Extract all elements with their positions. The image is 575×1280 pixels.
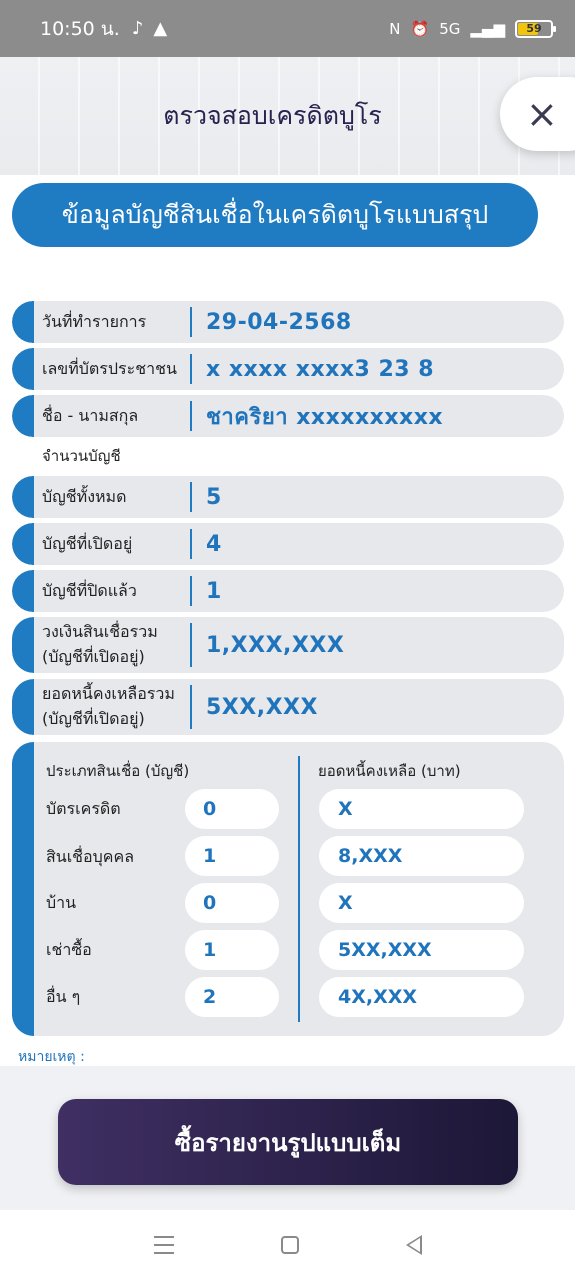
nfc-icon: N	[389, 19, 401, 38]
loan-type-count: 1	[185, 930, 279, 970]
info-row-total-accounts	[12, 476, 564, 518]
info-row-open-accounts	[12, 523, 564, 565]
loan-type-amount: 5XX,XXX	[319, 930, 524, 970]
loan-type-count: 2	[185, 977, 279, 1017]
outstanding-header: ยอดหนี้คงเหลือ (บาท)	[318, 762, 461, 780]
status-time: 10:50 น.	[40, 17, 120, 40]
back-icon[interactable]	[406, 1235, 422, 1255]
warning-icon: ▲	[153, 18, 168, 39]
info-row-name	[12, 395, 564, 437]
loan-type-label: อื่น ๆ	[46, 987, 81, 1006]
info-row-transaction-date	[12, 301, 564, 343]
row-label: วันที่ทำรายการ	[42, 312, 147, 331]
row-label: เลขที่บัตรประชาชน	[42, 359, 177, 378]
loan-type-label: สินเชื่อบุคคล	[46, 847, 135, 866]
row-label: บัญชีที่ปิดแล้ว	[42, 581, 137, 600]
summary-banner: ข้อมูลบัญชีสินเชื่อในเครดิตบูโรแบบสรุป	[12, 183, 538, 247]
signal-icon: ▂▄▆	[470, 19, 505, 38]
page-header	[0, 57, 575, 175]
row-value: 1,XXX,XXX	[206, 632, 345, 658]
loan-type-label: บ้าน	[46, 893, 77, 912]
loan-type-label: เช่าซื้อ	[46, 940, 92, 959]
row-value: x xxxx xxxx3 23 8	[206, 356, 435, 382]
row-value: 5XX,XXX	[206, 694, 318, 720]
loan-type-count: 0	[185, 789, 279, 829]
row-label: ชื่อ - นามสกุล	[42, 406, 139, 425]
status-bar	[0, 0, 575, 57]
info-row-credit-limit	[12, 617, 564, 673]
row-value: 4	[206, 531, 222, 557]
row-label: วงเงินสินเชื่อรวม	[42, 622, 158, 641]
loan-type-amount: 4X,XXX	[319, 977, 524, 1017]
info-row-closed-accounts	[12, 570, 564, 612]
alarm-icon: ⏰	[410, 19, 430, 38]
loan-type-count: 1	[185, 836, 279, 876]
battery-icon	[515, 20, 553, 38]
page-title: ตรวจสอบเครดิตบูโร	[163, 101, 382, 130]
loan-type-header: ประเภทสินเชื่อ (บัญชี)	[46, 762, 190, 780]
row-label: บัญชีทั้งหมด	[42, 487, 127, 506]
row-value: ชาคริยา xxxxxxxxxx	[206, 404, 444, 430]
buy-full-report-button[interactable]: ซื้อรายงานรูปแบบเต็ม	[58, 1099, 518, 1185]
close-button[interactable]	[500, 77, 575, 151]
close-icon[interactable]: ×	[526, 92, 558, 136]
loan-type-amount: 8,XXX	[319, 836, 524, 876]
info-row-outstanding	[12, 679, 564, 735]
tiktok-icon: ♪	[131, 18, 144, 39]
accounts-section-label: จำนวนบัญชี	[42, 447, 121, 465]
row-label: บัญชีที่เปิดอยู่	[42, 534, 133, 553]
loan-type-amount: X	[319, 789, 524, 829]
battery-level: 59	[526, 22, 542, 35]
row-label: ยอดหนี้คงเหลือรวม	[42, 684, 175, 703]
loan-types-panel	[12, 742, 564, 1036]
loan-type-amount: X	[319, 883, 524, 923]
loan-type-count: 0	[185, 883, 279, 923]
recent-apps-icon[interactable]	[154, 1236, 174, 1254]
note-label: หมายเหตุ :	[18, 1049, 85, 1065]
row-sublabel: (บัญชีที่เปิดอยู่)	[42, 709, 145, 728]
row-value: 29-04-2568	[206, 309, 352, 335]
network-icon: 5G	[439, 19, 461, 38]
row-value: 5	[206, 484, 222, 510]
system-nav-bar	[0, 1210, 575, 1280]
loan-type-label: บัตรเครดิต	[46, 799, 121, 818]
row-value: 1	[206, 578, 222, 604]
home-icon[interactable]	[281, 1236, 299, 1254]
row-sublabel: (บัญชีที่เปิดอยู่)	[42, 647, 145, 666]
info-row-id-card	[12, 348, 564, 390]
